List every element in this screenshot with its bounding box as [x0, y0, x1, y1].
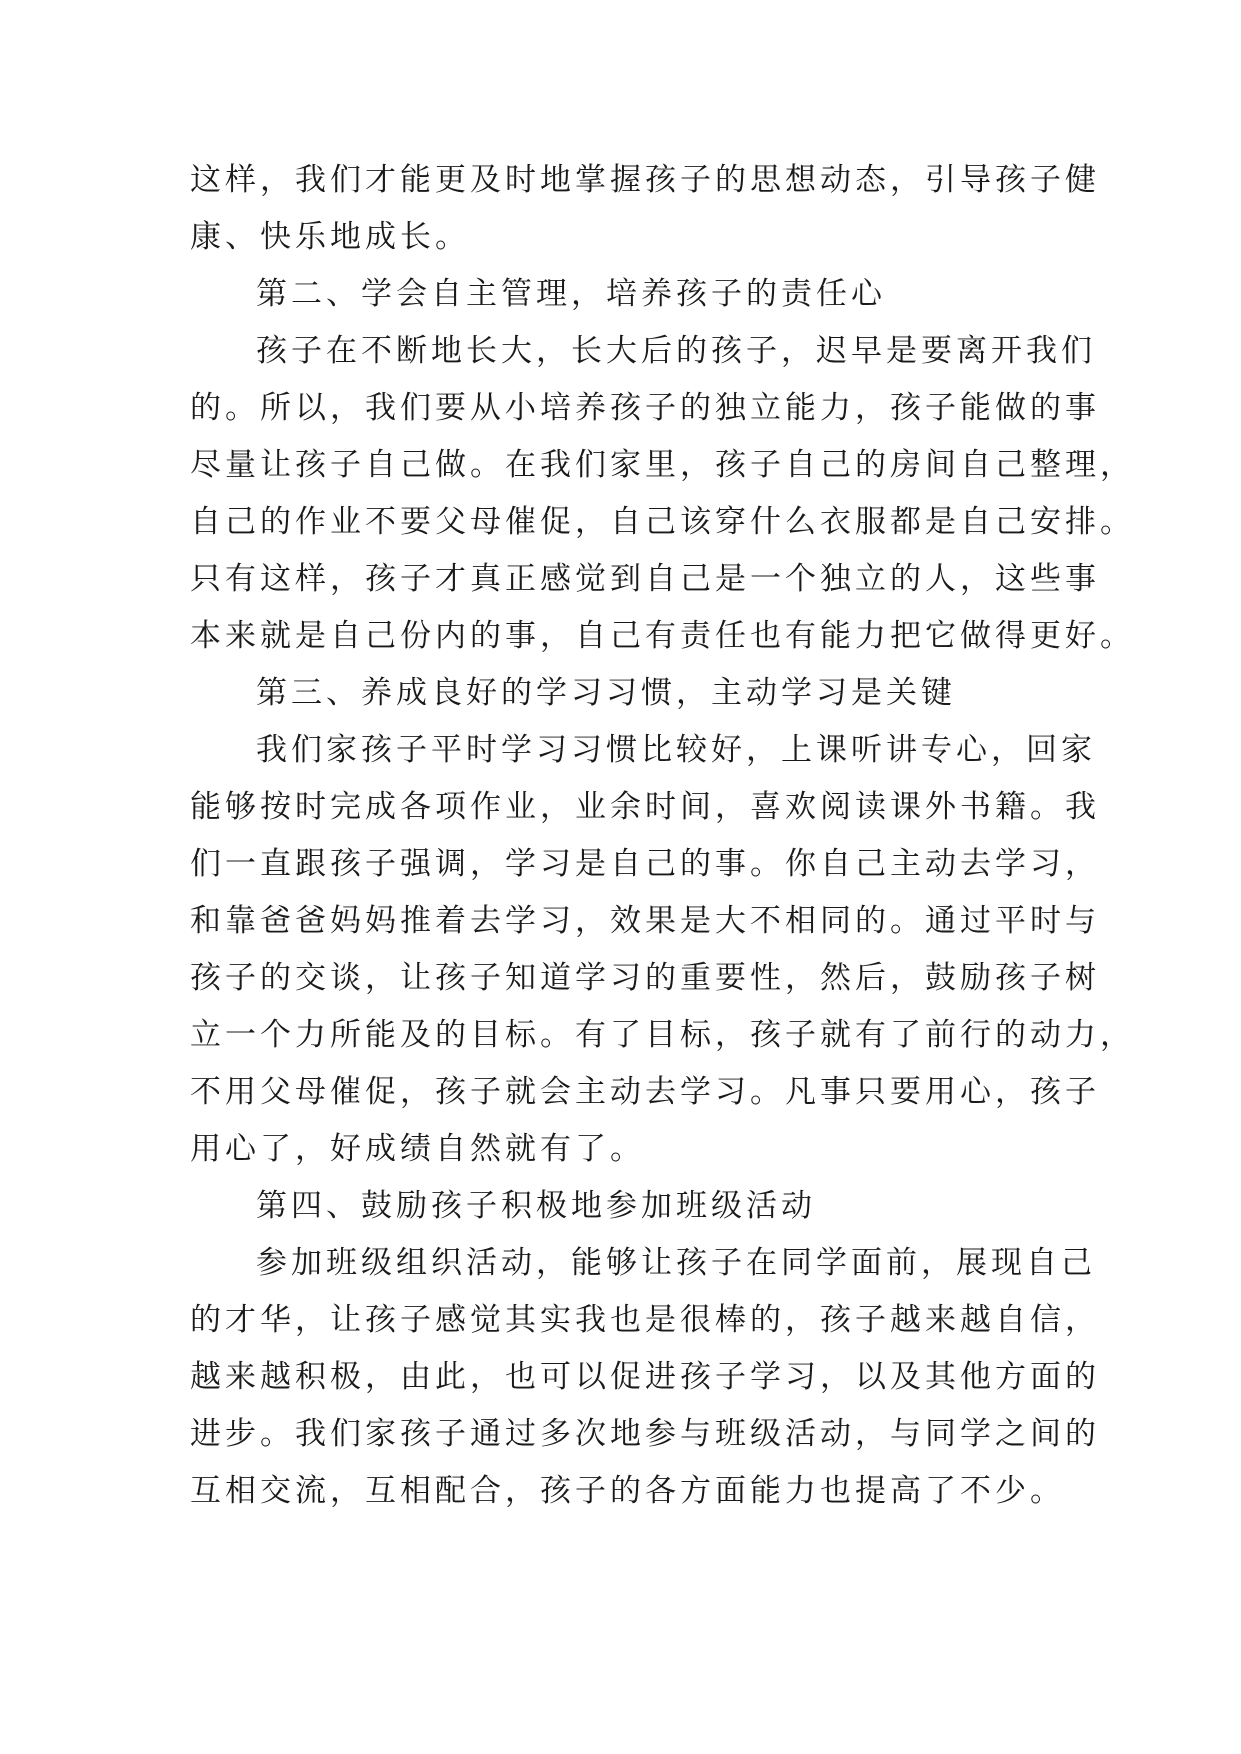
body-line: 的。所以，我们要从小培养孩子的独立能力，孩子能做的事 — [190, 390, 1100, 426]
body-line: 自己的作业不要父母催促，自己该穿什么衣服都是自己安排。 — [190, 504, 1135, 540]
body-line: 康、快乐地成长。 — [190, 219, 470, 255]
body-line: 立一个力所能及的目标。有了目标，孩子就有了前行的动力， — [190, 1017, 1135, 1053]
paragraph-start-line: 参加班级组织活动，能够让孩子在同学面前，展现自己 — [256, 1245, 1096, 1281]
body-line: 越来越积极，由此，也可以促进孩子学习，以及其他方面的 — [190, 1359, 1100, 1395]
body-line: 不用父母催促，孩子就会主动去学习。凡事只要用心，孩子 — [190, 1074, 1100, 1110]
body-line: 能够按时完成各项作业，业余时间，喜欢阅读课外书籍。我 — [190, 789, 1100, 825]
body-line: 这样，我们才能更及时地掌握孩子的思想动态，引导孩子健 — [190, 162, 1100, 198]
section-heading-4: 第四、鼓励孩子积极地参加班级活动 — [256, 1188, 816, 1224]
paragraph-start-line: 我们家孩子平时学习习惯比较好，上课听讲专心，回家 — [256, 732, 1096, 768]
document-body — [190, 152, 1135, 1520]
body-line: 进步。我们家孩子通过多次地参与班级活动，与同学之间的 — [190, 1416, 1100, 1452]
body-line: 孩子的交谈，让孩子知道学习的重要性，然后，鼓励孩子树 — [190, 960, 1100, 996]
body-line: 们一直跟孩子强调，学习是自己的事。你自己主动去学习， — [190, 846, 1100, 882]
body-line: 互相交流，互相配合，孩子的各方面能力也提高了不少。 — [190, 1473, 1065, 1509]
body-line: 本来就是自己份内的事，自己有责任也有能力把它做得更好。 — [190, 618, 1135, 654]
paragraph-start-line: 孩子在不断地长大，长大后的孩子，迟早是要离开我们 — [256, 333, 1096, 369]
body-line: 和靠爸爸妈妈推着去学习，效果是大不相同的。通过平时与 — [190, 903, 1100, 939]
body-line: 的才华，让孩子感觉其实我也是很棒的，孩子越来越自信， — [190, 1302, 1100, 1338]
body-line: 用心了，好成绩自然就有了。 — [190, 1131, 645, 1167]
body-line: 尽量让孩子自己做。在我们家里，孩子自己的房间自己整理， — [190, 447, 1135, 483]
section-heading-3: 第三、养成良好的学习习惯，主动学习是关键 — [256, 675, 956, 711]
body-line: 只有这样，孩子才真正感觉到自己是一个独立的人，这些事 — [190, 561, 1100, 597]
section-heading-2: 第二、学会自主管理，培养孩子的责任心 — [256, 276, 886, 312]
